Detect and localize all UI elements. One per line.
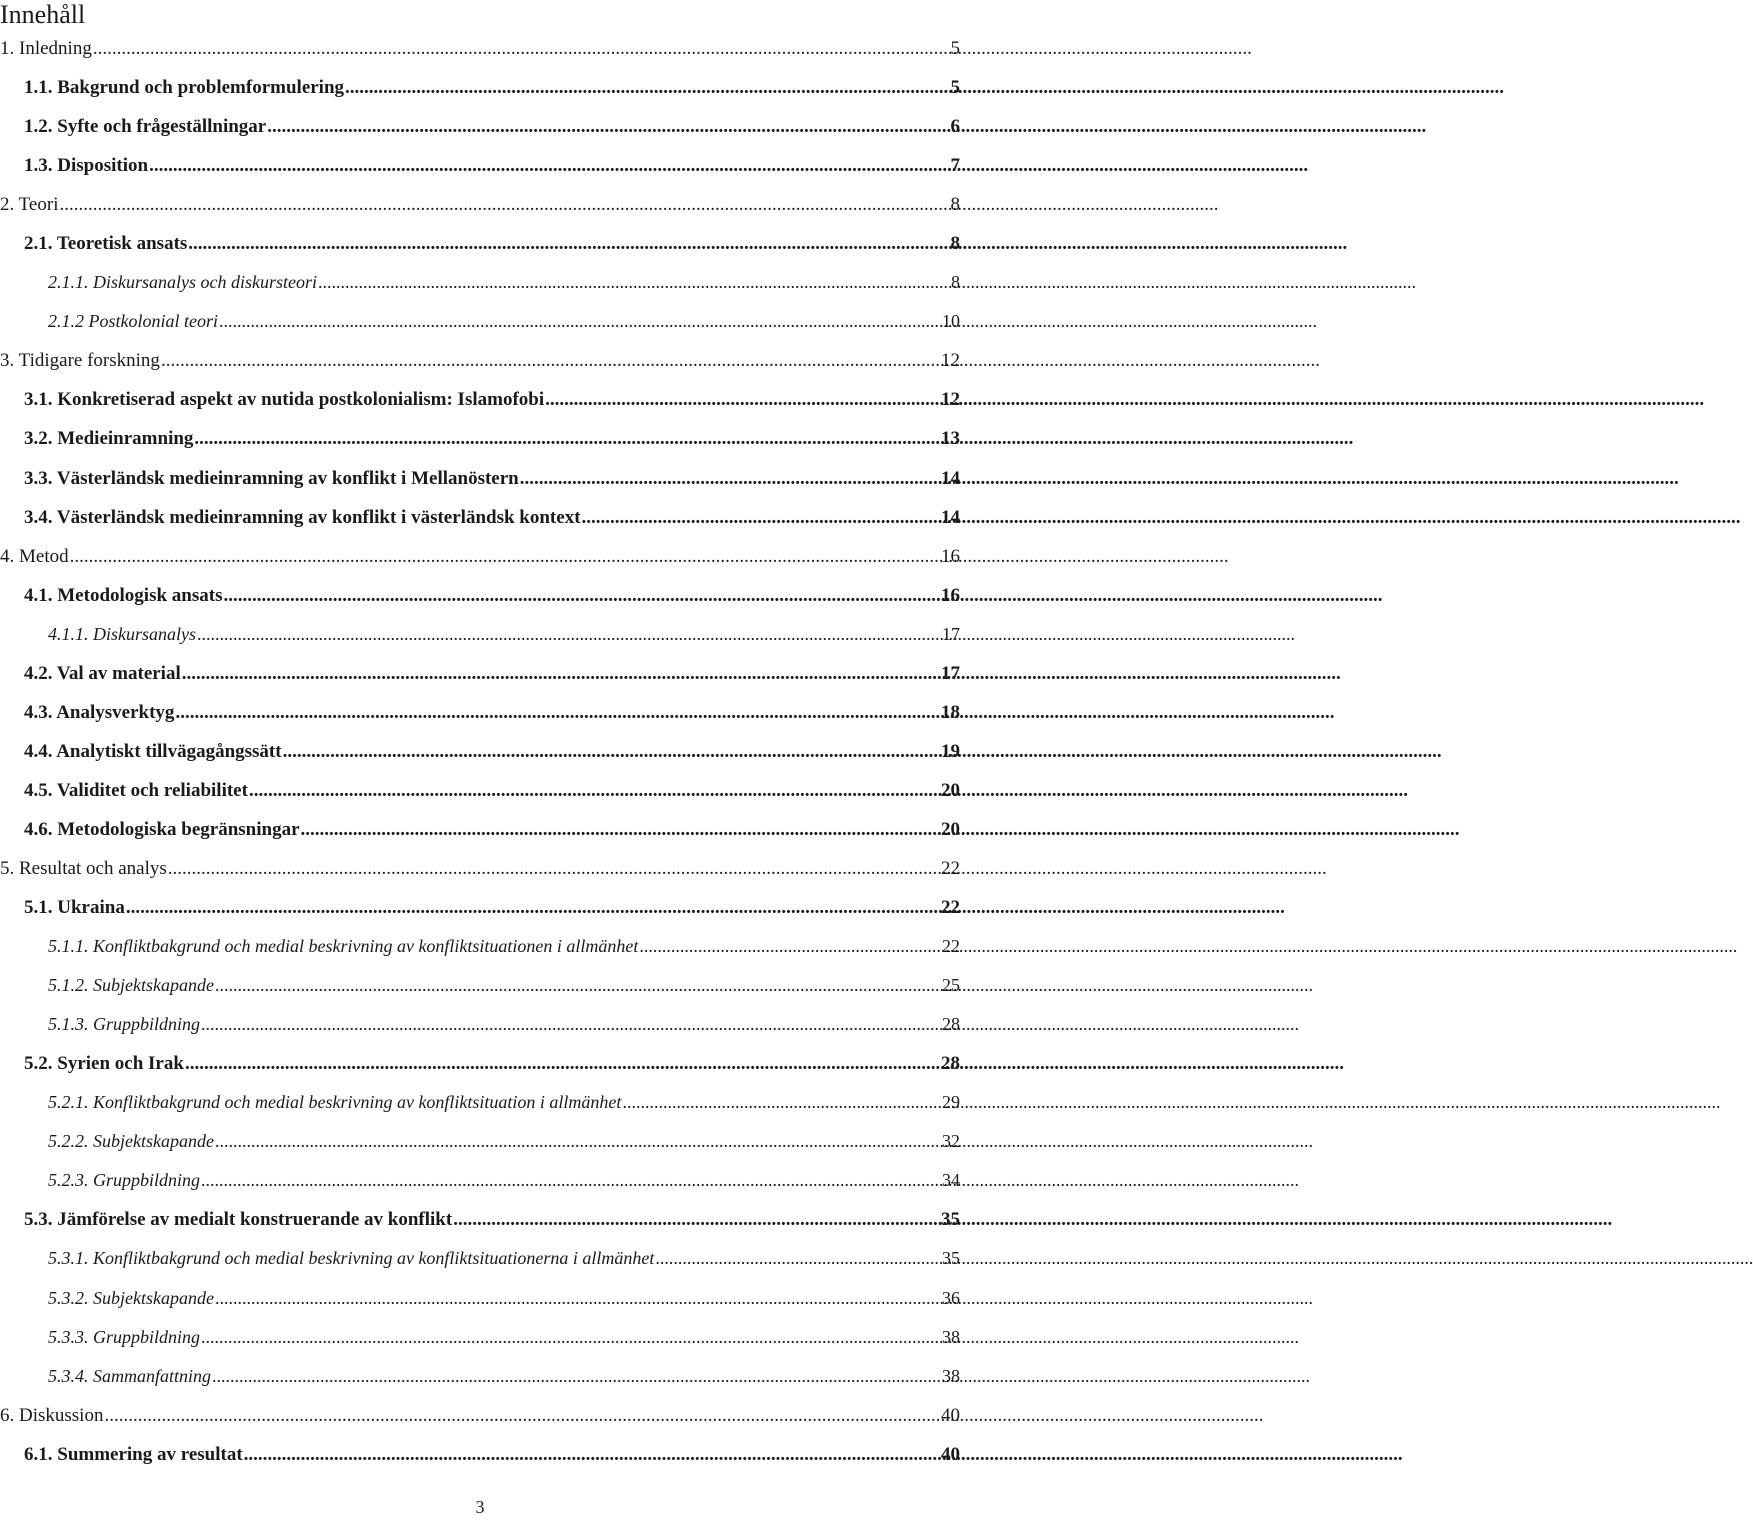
- toc-entry-label: 5.2.1. Konfliktbakgrund och medial beskrivning av konfliktsituation i allmänhet: [48, 1092, 622, 1113]
- toc-entry-label: 4.1. Metodologisk ansats: [24, 584, 223, 606]
- toc-entry[interactable]: [0, 888, 960, 927]
- toc-entry-page: 40: [941, 1404, 960, 1426]
- toc-entry[interactable]: [0, 615, 960, 654]
- toc-entry[interactable]: [0, 1200, 960, 1239]
- dot-leader: [175, 693, 940, 732]
- toc-entry[interactable]: [0, 1239, 960, 1278]
- toc-entry[interactable]: [0, 693, 960, 732]
- dot-leader: [249, 771, 940, 810]
- dot-leader: [545, 380, 940, 419]
- toc-entry-label: 5.3.4. Sammanfattning: [48, 1365, 212, 1386]
- toc-entry-page: 16: [941, 584, 960, 606]
- dot-leader: [188, 224, 949, 263]
- dot-leader: [622, 1083, 941, 1122]
- dot-leader: [582, 498, 940, 537]
- toc-entry-page: 22: [942, 936, 960, 957]
- toc-entry[interactable]: [0, 68, 960, 107]
- toc-entry-page: 32: [942, 1131, 960, 1152]
- toc-entry-label: 5.2.2. Subjektskapande: [48, 1131, 214, 1152]
- dot-leader: [215, 1279, 941, 1318]
- toc-entry[interactable]: [0, 927, 960, 966]
- toc-entry-page: 6: [950, 116, 960, 138]
- toc-entry-page: 20: [941, 779, 960, 801]
- toc-entry[interactable]: [0, 107, 960, 146]
- toc-entry-page: 8: [950, 233, 960, 255]
- toc-entry-page: 28: [942, 1014, 960, 1035]
- dot-leader: [223, 576, 940, 615]
- toc-entry-label: 3.2. Medieinramning: [24, 428, 194, 450]
- toc-entry[interactable]: [0, 341, 960, 380]
- toc-entry[interactable]: [0, 576, 960, 615]
- toc-entry[interactable]: [0, 185, 960, 224]
- toc-entry-page: 29: [942, 1092, 960, 1113]
- toc-entry-label: 5.3.1. Konfliktbakgrund och medial beskrivning av konfliktsituationerna i allmänhet: [48, 1248, 655, 1269]
- toc-entry-page: 22: [941, 897, 960, 919]
- toc-entry-label: 2.1. Teoretisk ansats: [24, 233, 188, 255]
- toc-title: Innehåll: [0, 0, 86, 29]
- toc-entry[interactable]: [0, 966, 960, 1005]
- toc-entry-page: 14: [941, 506, 960, 528]
- dot-leader: [185, 1044, 940, 1083]
- dot-leader: [149, 146, 949, 185]
- toc-entry[interactable]: [0, 1279, 960, 1318]
- toc-entry-page: 5: [950, 77, 960, 99]
- toc-entry[interactable]: [0, 1318, 960, 1357]
- toc-entry-page: 8: [951, 272, 960, 293]
- toc-entry-page: 25: [942, 975, 960, 996]
- toc-entry-page: 20: [941, 818, 960, 840]
- toc-entry[interactable]: [0, 146, 960, 185]
- dot-leader: [244, 1435, 940, 1474]
- toc-entry-label: 5.3. Jämförelse av medialt konstruerande av konflikt: [24, 1209, 453, 1231]
- toc-entry-label: 1.1. Bakgrund och problemformulering: [24, 77, 345, 99]
- toc-entry-page: 40: [941, 1443, 960, 1465]
- toc-entry[interactable]: [0, 1161, 960, 1200]
- toc-entry-page: 10: [942, 311, 960, 332]
- toc-entry-label: 4.5. Validitet och reliabilitet: [24, 779, 248, 801]
- toc-entry-page: 36: [942, 1287, 960, 1308]
- toc-entry-page: 8: [950, 194, 960, 216]
- dot-leader: [453, 1200, 940, 1239]
- toc-entry[interactable]: [0, 498, 960, 537]
- dot-leader: [215, 966, 941, 1005]
- dot-leader: [59, 185, 949, 224]
- toc-entry-label: 1.3. Disposition: [24, 155, 149, 177]
- dot-leader: [283, 732, 940, 771]
- toc-entry-page: 5: [950, 38, 960, 59]
- toc-entry-label: 4. Metod: [0, 545, 69, 567]
- toc-entry-page: 18: [941, 701, 960, 723]
- toc-entry-label: 3.1. Konkretiserad aspekt av nutida postkolonialism: Islamofobi: [24, 389, 545, 411]
- toc-entry-label: 6. Diskussion: [0, 1404, 104, 1426]
- toc-entry[interactable]: [0, 732, 960, 771]
- toc-entry-page: 17: [941, 662, 960, 684]
- toc-entry[interactable]: [0, 1044, 960, 1083]
- toc-entry-label: 1.2. Syfte och frågeställningar: [24, 116, 267, 138]
- toc-entry-label: 5. Resultat och analys: [0, 857, 167, 879]
- toc-entry[interactable]: [0, 1435, 960, 1474]
- toc-entry-label: 3. Tidigare forskning: [0, 350, 160, 372]
- toc-entry-label: 5.1.3. Gruppbildning: [48, 1014, 201, 1035]
- dot-leader: [104, 1396, 940, 1435]
- toc-entry-label: 5.2. Syrien och Irak: [24, 1053, 184, 1075]
- dot-leader: [301, 810, 940, 849]
- dot-leader: [70, 537, 940, 576]
- toc-entry-label: 2.1.1. Diskursanalys och diskursteori: [48, 272, 317, 293]
- toc-entry-label: 1. Inledning: [0, 38, 92, 59]
- dot-leader: [639, 927, 941, 966]
- dot-leader: [219, 302, 941, 341]
- toc-entry-label: 5.1.1. Konfliktbakgrund och medial beskrivning av konfliktsituationen i allmänhet: [48, 936, 639, 957]
- toc-entry-page: 7: [950, 155, 960, 177]
- dot-leader: [212, 1357, 941, 1396]
- toc-entry-label: 4.3. Analysverktyg: [24, 701, 175, 723]
- dot-leader: [182, 654, 940, 693]
- toc-entry-label: 5.3.3. Gruppbildning: [48, 1326, 201, 1347]
- dot-leader: [318, 263, 950, 302]
- toc-entry[interactable]: [0, 419, 960, 458]
- page-number: 3: [475, 1497, 485, 1517]
- toc-entry-label: 4.6. Metodologiska begränsningar: [24, 818, 300, 840]
- dot-leader: [201, 1161, 941, 1200]
- toc-entry[interactable]: [0, 1005, 960, 1044]
- toc-entry[interactable]: [0, 224, 960, 263]
- toc-entry[interactable]: [0, 1396, 960, 1435]
- toc-entry-label: 5.1.2. Subjektskapande: [48, 975, 214, 996]
- toc-entry[interactable]: [0, 849, 960, 888]
- dot-leader: [345, 68, 949, 107]
- dot-leader: [197, 615, 941, 654]
- toc-entry[interactable]: [0, 771, 960, 810]
- dot-leader: [201, 1318, 941, 1357]
- toc-entry-page: 38: [942, 1365, 960, 1386]
- dot-leader: [520, 459, 940, 498]
- toc-entry[interactable]: [0, 380, 960, 419]
- toc-entry-label: 4.4. Analytiskt tillvägagångssätt: [24, 740, 282, 762]
- toc-entry[interactable]: [0, 1083, 960, 1122]
- toc-entry-page: 19: [941, 740, 960, 762]
- toc-entry-label: 5.1. Ukraina: [24, 897, 125, 919]
- toc-entry[interactable]: [0, 810, 960, 849]
- dot-leader: [201, 1005, 941, 1044]
- toc-entry-page: 34: [942, 1170, 960, 1191]
- toc-entry[interactable]: [0, 537, 960, 576]
- toc-entry-label: 2.1.2 Postkolonial teori: [48, 311, 218, 332]
- toc-entry-page: 12: [941, 389, 960, 411]
- toc-entry[interactable]: [0, 654, 960, 693]
- toc-entry-page: 28: [941, 1053, 960, 1075]
- toc-entry-page: 17: [942, 623, 960, 644]
- toc-entry-page: 35: [942, 1248, 960, 1269]
- toc-entry-page: 13: [941, 428, 960, 450]
- toc-entry-page: 38: [942, 1326, 960, 1347]
- dot-leader: [161, 341, 940, 380]
- toc-entry[interactable]: [0, 1357, 960, 1396]
- toc-entry[interactable]: [0, 263, 960, 302]
- toc-entry[interactable]: [0, 302, 960, 341]
- toc-entry[interactable]: [0, 459, 960, 498]
- toc-entry-label: 4.1.1. Diskursanalys: [48, 623, 196, 644]
- toc-entry-label: 3.3. Västerländsk medieinramning av konflikt i Mellanöstern: [24, 467, 519, 489]
- dot-leader: [655, 1239, 941, 1278]
- toc-entry-page: 12: [941, 350, 960, 372]
- toc-entry-page: 16: [941, 545, 960, 567]
- toc-entry-page: 14: [941, 467, 960, 489]
- dot-leader: [194, 419, 940, 458]
- toc-entry-page: 35: [941, 1209, 960, 1231]
- toc-entry-label: 4.2. Val av material: [24, 662, 181, 684]
- toc-entry-label: 6.1. Summering av resultat: [24, 1443, 243, 1465]
- toc-entry-label: 2. Teori: [0, 194, 59, 216]
- table-of-contents: [0, 29, 960, 1474]
- dot-leader: [215, 1122, 941, 1161]
- toc-entry-label: 5.2.3. Gruppbildning: [48, 1170, 201, 1191]
- dot-leader: [93, 29, 950, 68]
- toc-entry-label: 3.4. Västerländsk medieinramning av konflikt i västerländsk kontext: [24, 506, 581, 528]
- toc-entry[interactable]: [0, 1122, 960, 1161]
- toc-entry-page: 22: [941, 857, 960, 879]
- dot-leader: [126, 888, 940, 927]
- dot-leader: [267, 107, 949, 146]
- toc-entry-label: 5.3.2. Subjektskapande: [48, 1287, 214, 1308]
- toc-entry[interactable]: [0, 29, 960, 68]
- dot-leader: [168, 849, 940, 888]
